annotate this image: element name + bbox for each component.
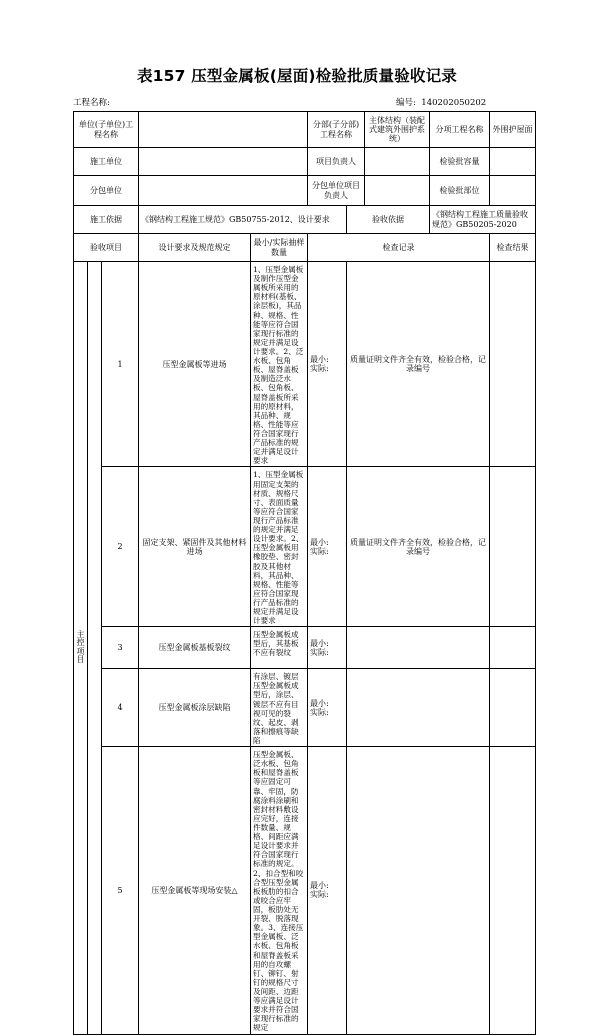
header-row-basis bbox=[74, 206, 536, 234]
row-item-name: 压型金属板涂层缺陷 bbox=[139, 669, 251, 747]
subdivision-name-value: 主体结构（装配式建筑外围护系统） bbox=[365, 112, 430, 148]
construction-unit-label: 施工单位 bbox=[74, 148, 139, 176]
table-row bbox=[74, 262, 536, 467]
header-row-unit bbox=[74, 112, 536, 148]
row-requirement: 1、压型金属板用固定支架的材质、规格尺寸、表面质量等应符合国家现行产品标准的规定并满足设计要求。2、压型金属板用橡胶垫、密封胶及其他材料，其品种、规格、性能等应符合国家现行产品标准的规定并满足设计要求 bbox=[251, 467, 308, 627]
acceptance-basis-label: 验收依据 bbox=[347, 206, 430, 234]
subcontract-unit-value[interactable] bbox=[139, 176, 308, 206]
batch-location-label: 检验批部位 bbox=[430, 176, 490, 206]
row-requirement: 压型金属板、泛水板、包角板和屋脊盖板等应固定可靠、牢固，防腐涂料涂刷和密封材料敷设应完好，连接件数量、规格、间距应满足设计要求并符合国家现行标准的规定。2、扣合型和咬合型压型金属板板肋的扣合或咬合应牢固，板肋处无开裂、脱落现象。3、连接压型金属板、泛水板、包角板和屋脊盖板采用的自攻螺钉、铆钉、射钉的规格尺寸及间距、边距等应满足设计要求并符合国家现行标准的规定 bbox=[251, 747, 308, 1034]
column-item: 验收项目 bbox=[74, 234, 139, 262]
page-title: 表157 压型金属板(屋面)检验批质量验收记录 bbox=[136, 67, 458, 85]
row-number: 5 bbox=[102, 747, 139, 1034]
table-row bbox=[74, 467, 536, 627]
row-check-result[interactable] bbox=[490, 467, 536, 627]
row-sample-count[interactable]: 最小: 实际: bbox=[308, 747, 347, 1034]
column-header-row bbox=[74, 234, 536, 262]
row-item-name: 压型金属板等现场安装△ bbox=[139, 747, 251, 1034]
row-number: 3 bbox=[102, 627, 139, 669]
unit-name-label: 单位(子单位)工程名称 bbox=[74, 112, 139, 148]
table-row bbox=[74, 747, 536, 1034]
row-check-result[interactable] bbox=[490, 262, 536, 467]
row-number: 2 bbox=[102, 467, 139, 627]
project-leader-label: 项目负责人 bbox=[308, 148, 365, 176]
row-item-name: 压型金属板基板裂纹 bbox=[139, 627, 251, 669]
acceptance-basis-value: 《钢结构工程施工质量验收规范》GB50205-2020 bbox=[430, 206, 536, 234]
construction-unit-value[interactable] bbox=[139, 148, 308, 176]
sub-item-name-value: 外围护屋面 bbox=[490, 112, 536, 148]
blank-column bbox=[88, 262, 102, 1035]
row-check-result[interactable] bbox=[490, 669, 536, 747]
row-sample-count[interactable]: 最小: 实际: bbox=[308, 467, 347, 627]
unit-name-value[interactable] bbox=[139, 112, 308, 148]
subdivision-name-label: 分部(子分部)工程名称 bbox=[308, 112, 365, 148]
subcontract-unit-label: 分包单位 bbox=[74, 176, 139, 206]
serial-label: 编号: bbox=[396, 98, 416, 108]
table-row bbox=[74, 669, 536, 747]
column-design-requirement: 设计要求及规范规定 bbox=[139, 234, 251, 262]
inspection-record-table bbox=[73, 111, 536, 1035]
row-requirement: 压型金属板成型后，其基板不应有裂纹 bbox=[251, 627, 308, 669]
row-check-record[interactable] bbox=[347, 669, 490, 747]
serial-number bbox=[396, 96, 486, 108]
row-number: 1 bbox=[102, 262, 139, 467]
row-sample-count[interactable]: 最小: 实际: bbox=[308, 627, 347, 669]
row-check-result[interactable] bbox=[490, 747, 536, 1034]
row-check-result[interactable] bbox=[490, 627, 536, 669]
batch-capacity-label: 检验批容量 bbox=[430, 148, 490, 176]
construction-basis-label: 施工依据 bbox=[74, 206, 139, 234]
row-requirement: 有涂层、镀层压型金属板成型后，涂层、镀层不应有目视可见的裂纹、起皮、剥落和擦痕等缺陷 bbox=[251, 669, 308, 747]
header-row-construction bbox=[74, 148, 536, 176]
main-control-label: 主控项目 bbox=[74, 262, 88, 1035]
row-check-record[interactable]: 质量证明文件齐全有效，检验合格，记录编号 bbox=[347, 467, 490, 627]
column-check-result: 检查结果 bbox=[490, 234, 536, 262]
row-item-name: 压型金属板等进场 bbox=[139, 262, 251, 467]
construction-basis-value: 《钢结构工程施工规范》GB50755-2012、设计要求 bbox=[139, 206, 347, 234]
serial-value: 140202050202 bbox=[421, 98, 487, 108]
row-item-name: 固定支架、紧固件及其他材料进场 bbox=[139, 467, 251, 627]
row-number: 4 bbox=[102, 669, 139, 747]
column-check-record: 检查记录 bbox=[308, 234, 490, 262]
row-sample-count[interactable]: 最小: 实际: bbox=[308, 262, 347, 467]
project-name-label: 工程名称: bbox=[73, 98, 110, 108]
subcontract-leader-label: 分包单位项目负责人 bbox=[308, 176, 365, 206]
row-sample-count[interactable]: 最小: 实际: bbox=[308, 669, 347, 747]
batch-location-value[interactable] bbox=[490, 176, 536, 206]
project-leader-value[interactable] bbox=[365, 148, 430, 176]
row-requirement: 1、压型金属板及制作压型金属板所采用的原材料(基板、涂层板)，其品种、规格、性能等应符合国家现行标准的规定并满足设计要求。2、泛水板、包角板、屋脊盖板及制造泛水板、包角板、屋脊盖板所采用的原材料，其品种、规格、性能等应符合国家现行产品标准的规定并满足设计要求 bbox=[251, 262, 308, 467]
table-row bbox=[74, 627, 536, 669]
subcontract-leader-value[interactable] bbox=[365, 176, 430, 206]
column-min-sample: 最小/实际抽样数量 bbox=[251, 234, 308, 262]
row-check-record[interactable]: 质量证明文件齐全有效，检验合格，记录编号 bbox=[347, 262, 490, 467]
sub-item-name-label: 分项工程名称 bbox=[430, 112, 490, 148]
row-check-record[interactable] bbox=[347, 627, 490, 669]
header-row-subcontract bbox=[74, 176, 536, 206]
row-check-record[interactable] bbox=[347, 747, 490, 1034]
batch-capacity-value[interactable] bbox=[490, 148, 536, 176]
